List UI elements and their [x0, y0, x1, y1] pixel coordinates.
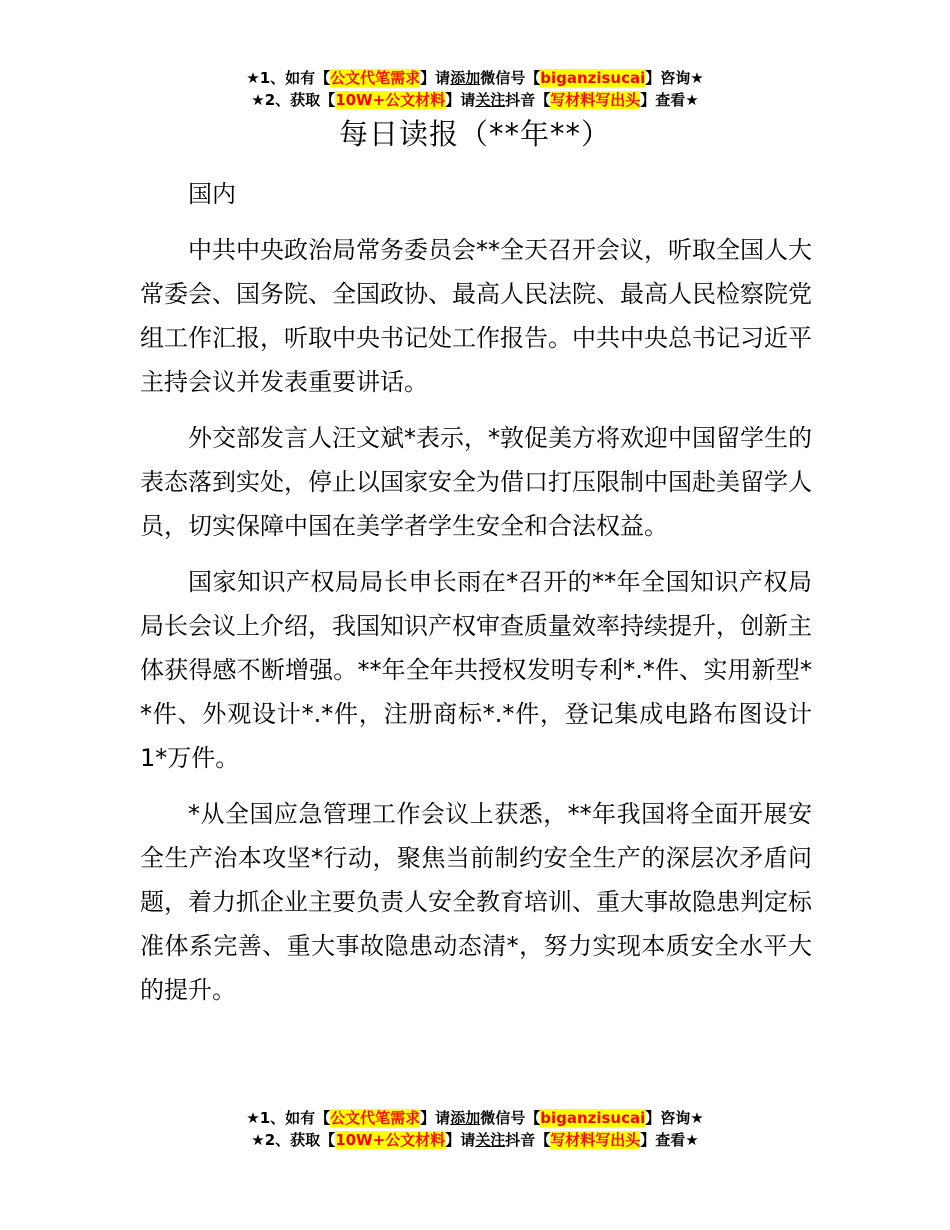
promo-text: ★1、如有【 — [246, 1109, 331, 1127]
promo-highlight: 写材料写出头 — [550, 1131, 641, 1149]
promo-text: 微信号【 — [480, 1109, 541, 1127]
section-heading: 国内 — [188, 180, 236, 208]
promo-text: 】请 — [420, 1109, 451, 1127]
promo-underline: 添加 — [450, 69, 481, 87]
promo-footer — [0, 1107, 950, 1151]
promo-text: 】请 — [445, 1131, 476, 1149]
promo-text: ★1、如有【 — [246, 69, 331, 87]
paragraph: 国家知识产权局局长申长雨在*召开的**年全国知识产权局局长会议上介绍，我国知识产权审查质量效率持续提升，创新主体获得感不断增强。**年全年共授权发明专利*.*件、实用新型**件、外观设计*.*件，注册商标*.*件，登记集成电路布图设计 1*万件。 — [140, 568, 812, 772]
promo-line-1 — [0, 1107, 950, 1129]
promo-highlight: 写材料写出头 — [550, 91, 641, 109]
promo-underline: 添加 — [450, 1109, 481, 1127]
promo-highlight: 10W+公文材料 — [335, 1131, 446, 1149]
promo-text: ★2、获取【 — [251, 91, 336, 109]
paragraph: *从全国应急管理工作会议上获悉，**年我国将全面开展安全生产治本攻坚*行动，聚焦当前制约安全生产的深层次矛盾问题，着力抓企业主要负责人安全教育培训、重大事故隐患判定标准体系完善、重大事故隐患动态清*，努力实现本质安全水平大的提升。 — [140, 800, 812, 1004]
promo-underline: 关注 — [475, 91, 506, 109]
promo-text: 微信号【 — [480, 69, 541, 87]
promo-text: 】咨询★ — [645, 69, 704, 87]
promo-line-1 — [0, 67, 950, 89]
promo-highlight: biganzisucai — [540, 69, 646, 87]
promo-underline: 关注 — [475, 1131, 506, 1149]
promo-text: 抖音【 — [505, 91, 551, 109]
promo-line-2 — [0, 89, 950, 111]
promo-text: 】查看★ — [640, 1131, 699, 1149]
promo-highlight: 公文代笔需求 — [330, 1109, 421, 1127]
document-title: 每日读报（**年**） — [338, 117, 611, 151]
promo-text: 】咨询★ — [645, 1109, 704, 1127]
promo-line-2 — [0, 1129, 950, 1151]
promo-highlight: 公文代笔需求 — [330, 69, 421, 87]
promo-text: 】请 — [420, 69, 451, 87]
promo-header — [0, 67, 950, 111]
promo-text: 】查看★ — [640, 91, 699, 109]
paragraph: 外交部发言人汪文斌*表示，*敦促美方将欢迎中国留学生的表态落到实处，停止以国家安全为借口打压限制中国赴美留学人员，切实保障中国在美学者学生安全和合法权益。 — [140, 424, 812, 540]
promo-highlight: biganzisucai — [540, 1109, 646, 1127]
document-body — [140, 172, 812, 1024]
promo-text: 抖音【 — [505, 1131, 551, 1149]
promo-highlight: 10W+公文材料 — [335, 91, 446, 109]
promo-text: 】请 — [445, 91, 476, 109]
paragraph: 中共中央政治局常务委员会**全天召开会议，听取全国人大常委会、国务院、全国政协、最高人民法院、最高人民检察院党组工作汇报，听取中央书记处工作报告。中共中央总书记习近平主持会议并发表重要讲话。 — [140, 236, 812, 396]
promo-text: ★2、获取【 — [251, 1131, 336, 1149]
